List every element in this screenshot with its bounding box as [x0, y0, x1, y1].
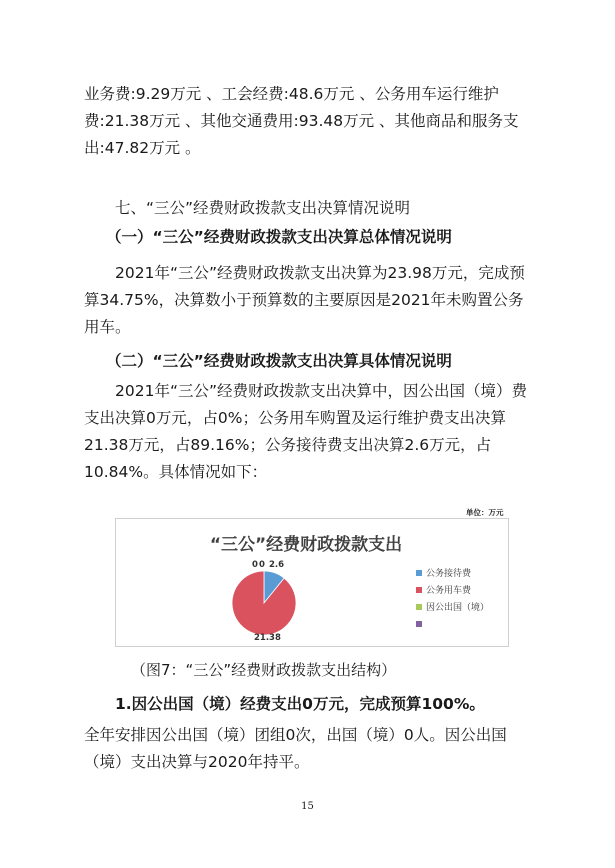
data-label-2: 2.6	[269, 560, 285, 570]
legend-label-0: 公务接待费	[426, 569, 472, 579]
paragraph-detail: 2021年“三公”经费财政拨款支出决算中，因公出国（境）费支出决算0万元，占0%；公务用车购置及运行维护费支出决算21.38万元，占89.16%；公务接待费支出决算2.6万元，占10.84%。具体情况如下：	[84, 382, 528, 481]
page-number: 15	[301, 801, 314, 812]
section-heading-seven: 七、“三公”经费财政拨款支出决算情况说明	[115, 199, 411, 217]
paragraph-overseas: 全年安排因公出国（境）团组0次，出国（境）0人。因公出国（境）支出决算与2020年持平。	[84, 726, 507, 771]
legend-swatch-0	[416, 570, 422, 576]
pie-chart-svg	[116, 519, 510, 648]
figure-caption: （图7：“三公”经费财政拨款支出结构）	[131, 661, 397, 679]
legend-swatch-3	[416, 621, 422, 627]
paragraph-expense-details: 业务费:9.29万元 、工会经费:48.6万元 、公务用车运行维护费:21.38万元 、其他交通费用:93.48万元 、其他商品和服务支出:47.82万元 。	[84, 85, 519, 157]
chart-title: “三公”经费财政拨款支出	[209, 535, 403, 555]
data-label-1: 0	[259, 560, 265, 570]
pie-slice-1	[232, 571, 296, 635]
unit-label: 单位：万元	[466, 508, 504, 517]
item-heading-overseas: 1.因公出国（境）经费支出0万元，完成预算100%。	[115, 695, 485, 713]
legend-label-1: 公务用车费	[426, 586, 472, 596]
legend-label-2: 因公出国（境）	[426, 603, 490, 613]
paragraph-overall: 2021年“三公”经费财政拨款支出决算为23.98万元，完成预算34.75%，决算数小于预算数的主要原因是2021年未购置公务用车。	[84, 264, 525, 336]
subsection-heading-overall: （一）“三公”经费财政拨款支出决算总体情况说明	[106, 228, 452, 246]
legend-swatch-2	[416, 604, 422, 610]
legend-swatch-1	[416, 587, 422, 593]
pie-chart	[115, 518, 509, 647]
subsection-heading-detail: （二）“三公”经费财政拨款支出决算具体情况说明	[106, 352, 452, 370]
data-label-0: 0	[252, 560, 258, 570]
data-label-3: 21.38	[254, 633, 281, 643]
